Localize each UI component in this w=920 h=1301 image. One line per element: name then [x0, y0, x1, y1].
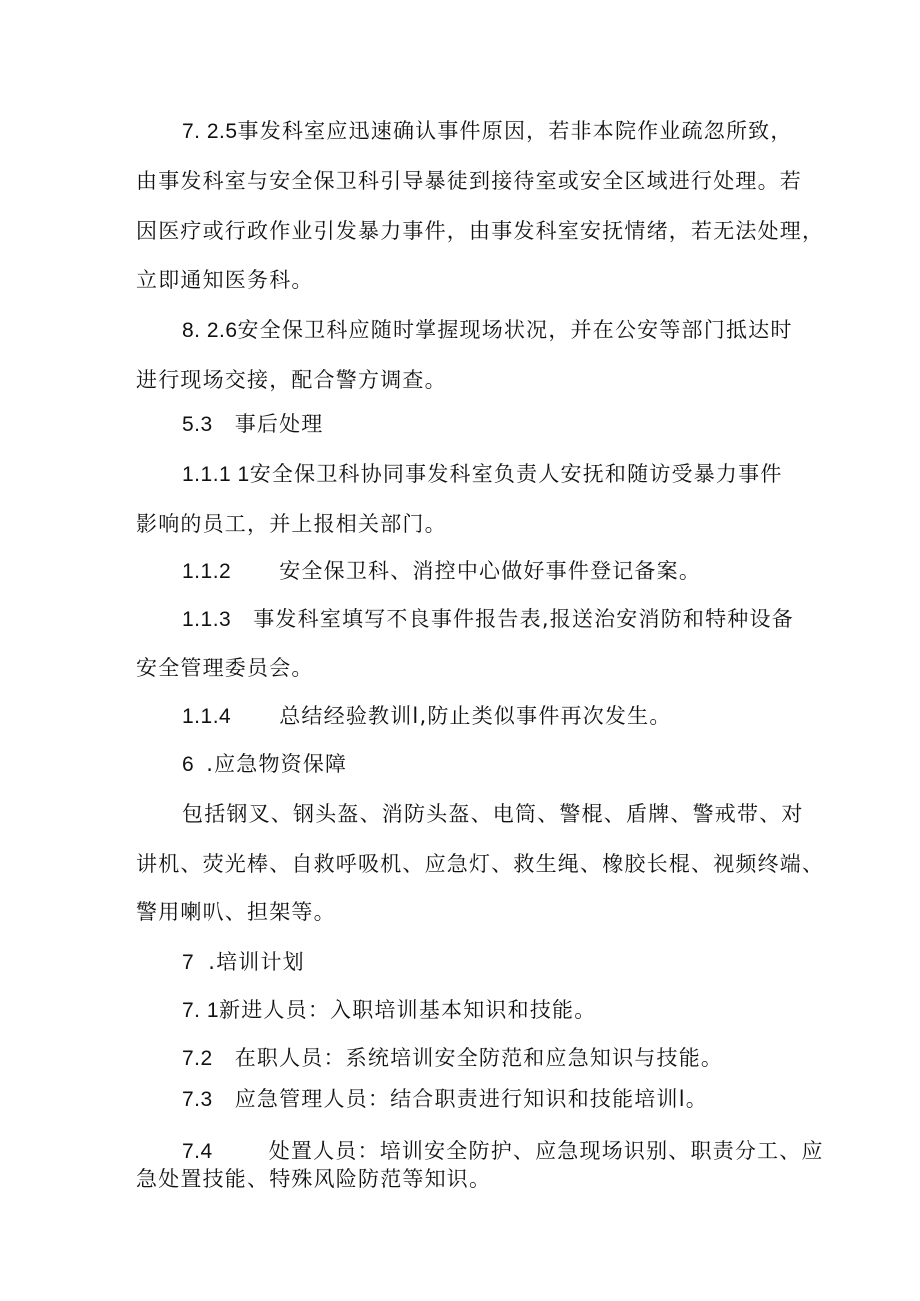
paragraph-7-2-5-line-2: 由事发科室与安全保卫科引导暴徒到接待室或安全区域进行处理。若 — [136, 169, 802, 193]
paragraph-text: 安全保卫科协同事发科室负责人安抚和随访受暴力事件 — [249, 462, 783, 486]
section-number: 1.1.2 — [182, 560, 232, 583]
paragraph-7-1 — [182, 996, 596, 1025]
section-number: 7.3 — [182, 1088, 213, 1111]
section-number: 1.1.3 — [182, 608, 232, 631]
heading-text: .应急物资保障 — [206, 752, 348, 776]
paragraph-text: 处置人员：培训安全防护、应急现场识别、职责分工、应 — [268, 1139, 824, 1163]
section-number: 8. 2.6 — [182, 319, 238, 342]
paragraph-7-2-5-line-1 — [182, 117, 793, 146]
section-number: 7. 2.5 — [182, 120, 238, 143]
heading-text: .培训计划 — [208, 950, 305, 974]
paragraph-8-2-6-line-2: 进行现场交接，配合警方调查。 — [136, 368, 447, 392]
heading-5-3 — [182, 410, 324, 439]
paragraph-text: 事发科室填写不良事件报告表,报送治安消防和特种设备 — [253, 607, 794, 631]
paragraph-1-1-2 — [182, 557, 701, 586]
heading-6 — [182, 750, 347, 779]
paragraph-7-3 — [182, 1085, 708, 1114]
paragraph-1-1-1-line-1 — [182, 460, 783, 489]
paragraph-1-1-3-line-2: 安全管理委员会。 — [136, 656, 314, 680]
paragraph-7-2-5-line-3: 因医疗或行政作业引发暴力事件，由事发科室安抚情绪，若无法处理， — [136, 219, 825, 243]
heading-text: 事后处理 — [234, 412, 324, 436]
paragraph-6-line-2: 讲机、荧光棒、自救呼吸机、应急灯、救生绳、橡胶长棍、视频终端、 — [136, 852, 825, 876]
section-number: 7.2 — [182, 1047, 213, 1070]
paragraph-text: 安全保卫科、消控中心做好事件登记备案。 — [279, 559, 702, 583]
paragraph-text: 事发科室应迅速确认事件原因，若非本院作业疏忽所致， — [237, 119, 793, 143]
section-number: 1.1.1 1 — [182, 463, 250, 486]
section-number: 6 — [182, 753, 195, 776]
paragraph-1-1-1-line-2: 影响的员工，并上报相关部门。 — [136, 512, 447, 536]
heading-7 — [182, 948, 305, 977]
paragraph-6-line-3: 警用喇叭、担架等。 — [136, 900, 336, 924]
paragraph-6-line-1: 包括钢叉、钢头盔、消防头盔、电筒、警棍、盾牌、警戒带、对 — [182, 802, 804, 826]
paragraph-text: 应急管理人员：结合职责进行知识和技能培训l。 — [234, 1087, 708, 1111]
section-number: 5.3 — [182, 413, 213, 436]
paragraph-text: 安全保卫科应随时掌握现场状况，并在公安等部门抵达时 — [237, 318, 793, 342]
paragraph-text: 新进人员：入职培训基本知识和技能。 — [219, 998, 597, 1022]
section-number: 7 — [182, 951, 195, 974]
section-number: 1.1.4 — [182, 705, 232, 728]
paragraph-7-2 — [182, 1044, 723, 1073]
section-number: 7.4 — [182, 1140, 213, 1163]
section-number: 7. 1 — [182, 999, 220, 1022]
paragraph-7-4-line-1 — [182, 1137, 824, 1166]
paragraph-7-4-line-2: 急处置技能、特殊风险防范等知识。 — [136, 1167, 492, 1191]
paragraph-text: 总结经验教训l,防止类似事件再次发生。 — [279, 704, 672, 728]
paragraph-text: 在职人员：系统培训安全防范和应急知识与技能。 — [234, 1046, 724, 1070]
paragraph-1-1-3-line-1 — [182, 605, 794, 634]
paragraph-1-1-4 — [182, 702, 672, 731]
paragraph-7-2-5-line-4: 立即通知医务科。 — [136, 268, 314, 292]
paragraph-8-2-6-line-1 — [182, 316, 793, 345]
